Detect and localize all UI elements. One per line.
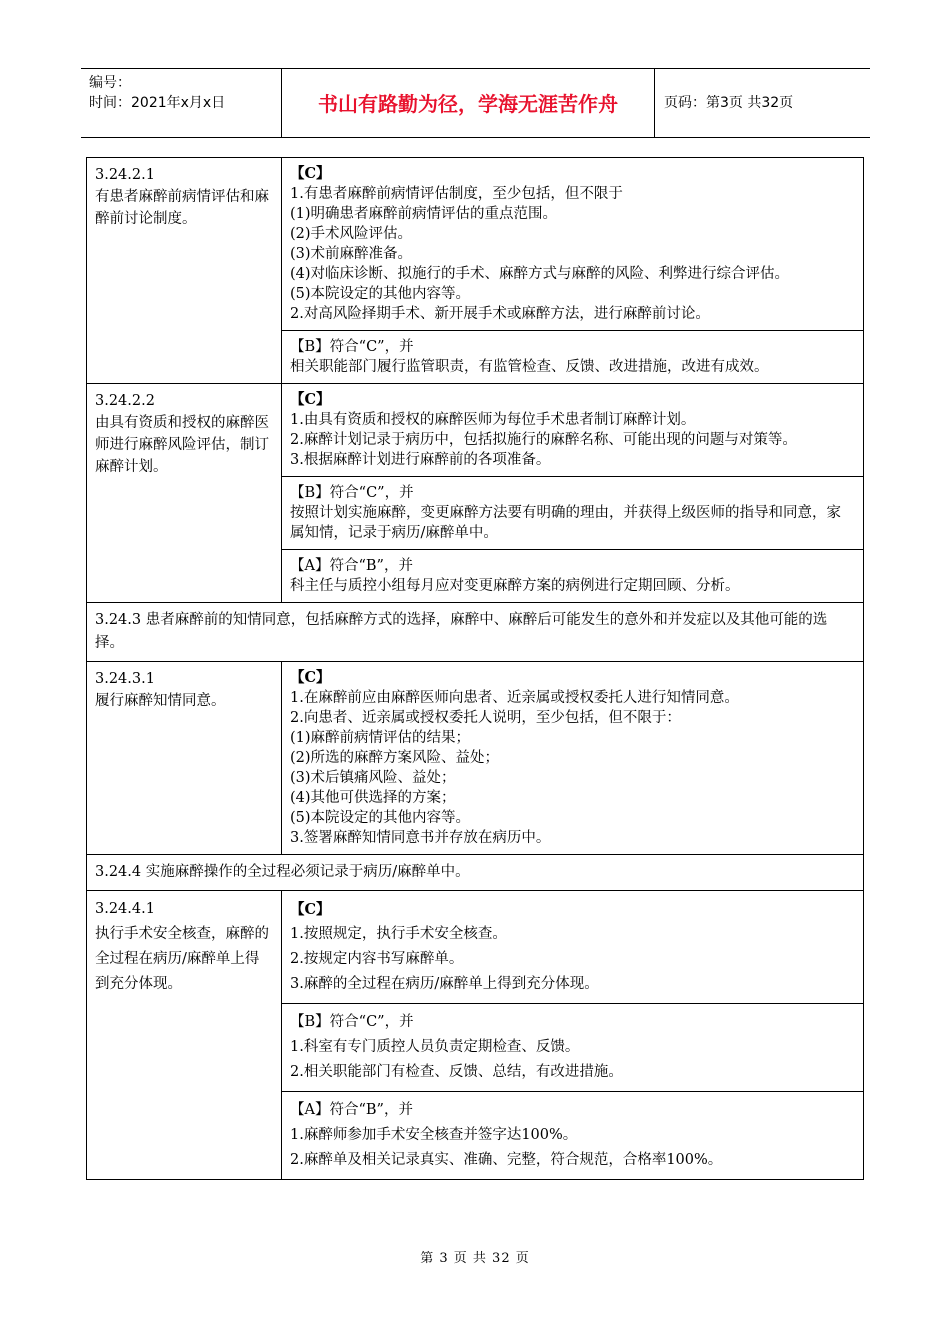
criterion-line: 2.麻醉计划记录于病历中，包括拟施行的麻醉名称、可能出现的问题与对策等。: [290, 432, 797, 448]
criterion-line: (5)本院设定的其他内容等。: [290, 286, 471, 302]
criterion-line: 2.麻醉单及相关记录真实、准确、完整，符合规范，合格率100%。: [290, 1152, 723, 1168]
item-code: 3.24.2.2: [95, 393, 155, 409]
criterion-line: 2.按规定内容书写麻醉单。: [290, 951, 464, 967]
grade-b-cell: [282, 331, 864, 384]
header-meta: [89, 73, 279, 113]
grade-a-mark: 【A】符合“B”，并: [290, 1102, 413, 1118]
grade-a-cell: [282, 1092, 864, 1180]
criterion-line: (1)明确患者麻醉前病情评估的重点范围。: [290, 206, 558, 222]
grade-c-mark: 【C】: [290, 391, 331, 408]
item-title: 执行手术安全核查，麻醉的全过程在病历/麻醉单上得到充分体现。: [95, 926, 269, 992]
header-divider: [654, 69, 655, 137]
criterion-line: 1.按照规定，执行手术安全核查。: [290, 926, 507, 942]
criterion-line: 2.对高风险择期手术、新开展手术或麻醉方法，进行麻醉前讨论。: [290, 306, 710, 322]
grade-b-mark: 【B】符合“C”，并: [290, 339, 414, 355]
item-title: 有患者麻醉前病情评估和麻醉前讨论制度。: [95, 189, 269, 227]
criterion-line: 1.有患者麻醉前病情评估制度，至少包括，但不限于: [290, 186, 623, 202]
grade-b-mark: 【B】符合“C”，并: [290, 485, 414, 501]
criterion-line: 3.签署麻醉知情同意书并存放在病历中。: [290, 830, 551, 846]
item-code: 3.24.3.1: [95, 671, 155, 687]
criterion-line: 1.在麻醉前应由麻醉医师向患者、近亲属或授权委托人进行知情同意。: [290, 690, 739, 706]
table-row: [87, 662, 864, 855]
grade-c-cell: [282, 158, 864, 331]
criterion-line: 1.麻醉师参加手术安全核查并签字达100%。: [290, 1127, 578, 1143]
table-row: [87, 384, 864, 477]
grade-c-mark: 【C】: [290, 901, 331, 918]
document-time: 时间：2021年x月x日: [89, 95, 226, 111]
page-footer: 第 3 页 共 32 页: [420, 1251, 530, 1266]
grade-c-cell: [282, 384, 864, 477]
grade-a-cell: [282, 550, 864, 603]
criterion-line: (3)术前麻醉准备。: [290, 246, 413, 262]
grade-b-cell: [282, 477, 864, 550]
grade-b-mark: 【B】符合“C”，并: [290, 1014, 414, 1030]
section-heading-3-24-3: 3.24.3 患者麻醉前的知情同意，包括麻醉方式的选择，麻醉中、麻醉后可能发生的意外和并发症以及其他可能的选择。: [87, 603, 864, 662]
document-number-label: 编号：: [89, 75, 131, 91]
criterion-line: (2)所选的麻醉方案风险、益处；: [290, 750, 500, 766]
table-row: [87, 855, 864, 891]
criterion-line: 2.相关职能部门有检查、反馈、总结，有改进措施。: [290, 1064, 623, 1080]
criterion-line: 按照计划实施麻醉，变更麻醉方法要有明确的理由，并获得上级医师的指导和同意，家属知情，记录于病历/麻醉单中。: [290, 505, 841, 541]
grade-c-cell: [282, 662, 864, 855]
item-cell: [87, 662, 282, 855]
item-cell: [87, 384, 282, 603]
grade-c-mark: 【C】: [290, 669, 331, 686]
criterion-line: (1)麻醉前病情评估的结果；: [290, 730, 471, 746]
table-row: [87, 891, 864, 1004]
criterion-line: (5)本院设定的其他内容等。: [290, 810, 471, 826]
item-cell: [87, 891, 282, 1180]
criterion-line: 2.向患者、近亲属或授权委托人说明，至少包括，但不限于：: [290, 710, 681, 726]
criterion-line: 3.根据麻醉计划进行麻醉前的各项准备。: [290, 452, 551, 468]
header-page-info: 页码：第3页 共32页: [664, 95, 794, 111]
criterion-line: 1.由具有资质和授权的麻醉医师为每位手术患者制订麻醉计划。: [290, 412, 696, 428]
page-header: [81, 68, 870, 138]
grade-c-mark: 【C】: [290, 165, 331, 182]
item-code: 3.24.4.1: [95, 901, 155, 917]
criterion-line: (4)其他可供选择的方案；: [290, 790, 456, 806]
criterion-line: (2)手术风险评估。: [290, 226, 413, 242]
criterion-line: 相关职能部门履行监管职责，有监管检查、反馈、改进措施，改进有成效。: [290, 359, 769, 375]
header-motto: 书山有路勤为径，学海无涯苦作舟: [318, 92, 618, 116]
item-cell: [87, 158, 282, 384]
item-code: 3.24.2.1: [95, 167, 155, 183]
criterion-line: (4)对临床诊断、拟施行的手术、麻醉方式与麻醉的风险、利弊进行综合评估。: [290, 266, 790, 282]
criterion-line: 1.科室有专门质控人员负责定期检查、反馈。: [290, 1039, 580, 1055]
section-heading-3-24-4: 3.24.4 实施麻醉操作的全过程必须记录于病历/麻醉单中。: [87, 855, 864, 891]
item-title: 履行麻醉知情同意。: [95, 693, 226, 709]
criterion-line: (3)术后镇痛风险、益处；: [290, 770, 456, 786]
criterion-line: 科主任与质控小组每月应对变更麻醉方案的病例进行定期回顾、分析。: [290, 578, 740, 594]
table-row: [87, 603, 864, 662]
criterion-line: 3.麻醉的全过程在病历/麻醉单上得到充分体现。: [290, 976, 599, 992]
grade-b-cell: [282, 1004, 864, 1092]
standards-table: [86, 157, 864, 1180]
grade-a-mark: 【A】符合“B”，并: [290, 558, 413, 574]
item-title: 由具有资质和授权的麻醉医师进行麻醉风险评估，制订麻醉计划。: [95, 415, 269, 475]
grade-c-cell: [282, 891, 864, 1004]
table-row: [87, 158, 864, 331]
